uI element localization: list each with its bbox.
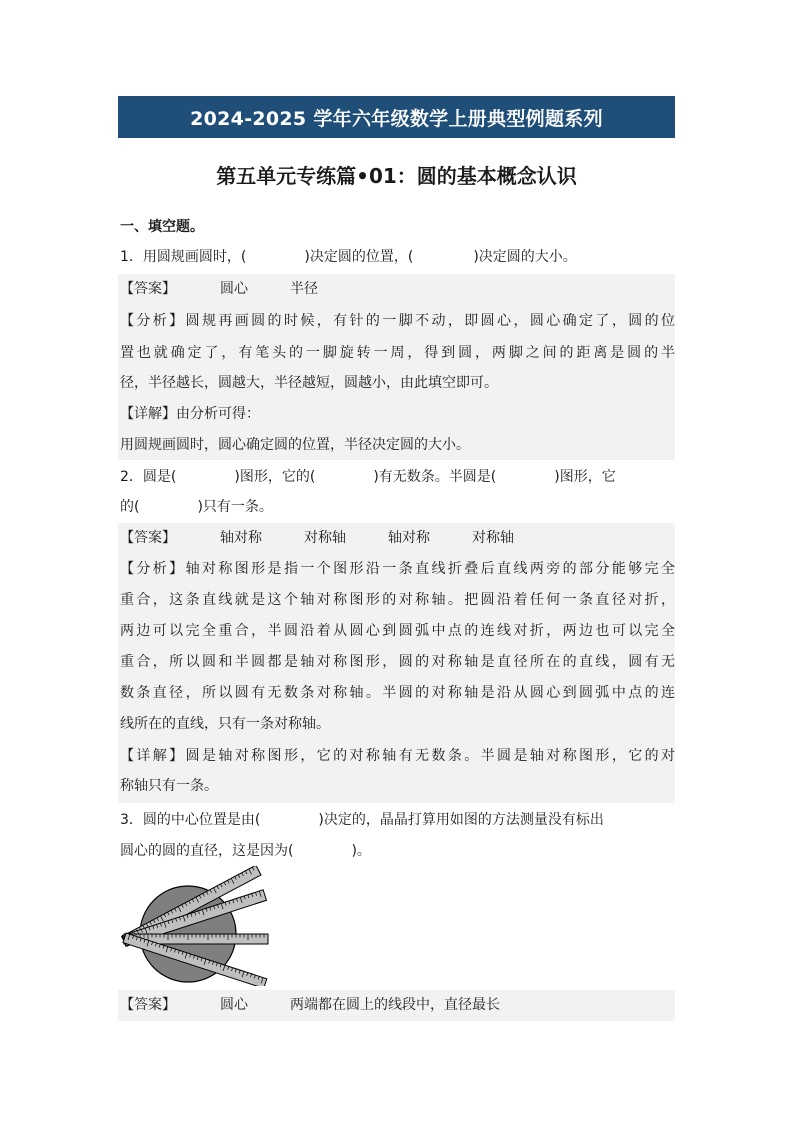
- question-3-cont: [120, 836, 675, 866]
- q3-text: 圆心的圆的直径，这是因为(: [120, 843, 294, 859]
- q1-analysis-line: 径，半径越长，圆越大，半径越短，圆越小，由此填空即可。: [120, 375, 498, 391]
- answer-value: 圆心: [220, 281, 248, 297]
- q2-detail-line: 称轴只有一条。: [120, 778, 218, 794]
- q1-text-c: )决定圆的大小。: [473, 249, 577, 265]
- q2-analysis-line: 【分析】轴对称图形是指一个图形沿一条直线折叠后直线两旁的部分能够完全: [120, 561, 675, 577]
- q3-text: )决定的，晶晶打算用如图的方法测量没有标出: [318, 812, 604, 828]
- answer-tag: 【答案】: [120, 997, 176, 1013]
- q2-answer: [120, 523, 675, 553]
- q2-text: )图形，它的(: [234, 469, 316, 485]
- question-1: [120, 242, 675, 272]
- q3-answer: [120, 990, 675, 1020]
- q1-text-a: 1．用圆规画圆时，(: [120, 249, 247, 265]
- q1-text-b: )决定圆的位置，(: [304, 249, 414, 265]
- q2-analysis-line: 重合，这条直线就是这个轴对称图形的对称轴。把圆沿着任何一条直径对折，: [120, 592, 675, 608]
- q2-analysis-line: 重合，所以圆和半圆都是轴对称图形，圆的对称轴是直径所在的直线，圆有无: [120, 654, 675, 670]
- answer-value: 半径: [290, 281, 318, 297]
- q2-analysis-line: 线所在的直线，只有一条对称轴。: [120, 716, 330, 732]
- question-3: [120, 805, 675, 835]
- series-banner: 2024-2025 学年六年级数学上册典型例题系列: [118, 96, 675, 138]
- page-title: 第五单元专练篇•01：圆的基本概念认识: [216, 164, 577, 188]
- section-title: 一、填空题。: [120, 219, 204, 235]
- answer-tag: 【答案】: [120, 530, 176, 546]
- q1-analysis-line: 【分析】圆规再画圆的时候，有针的一脚不动，即圆心，圆心确定了，圆的位: [120, 313, 675, 329]
- q2-analysis-line: 两边可以完全重合，半圆沿着从圆心到圆弧中点的连线对折，两边也可以完全: [120, 623, 675, 639]
- answer-tag: 【答案】: [120, 281, 176, 297]
- answer-value: 轴对称: [220, 530, 262, 546]
- q3-text: )。: [351, 843, 371, 859]
- q1-answer: [120, 274, 675, 304]
- q1-analysis-line: 置也就确定了，有笔头的一脚旋转一周，得到圆，两脚之间的距离是圆的半: [120, 345, 675, 361]
- q2-detail-line: 【详解】圆是轴对称图形，它的对称轴有无数条。半圆是轴对称图形，它的对: [120, 748, 675, 764]
- answer-value: 两端都在圆上的线段中，直径最长: [290, 997, 500, 1013]
- q2-text: )图形，它: [554, 469, 616, 485]
- q2-text: 2．圆是(: [120, 469, 177, 485]
- question-2-cont: [120, 492, 675, 522]
- question-2: [120, 462, 675, 492]
- answer-value: 对称轴: [304, 530, 346, 546]
- q2-text: )只有一条。: [197, 499, 273, 515]
- q1-detail-line: 【详解】由分析可得：: [120, 406, 260, 422]
- circle-ruler-figure: [116, 866, 286, 986]
- answer-value: 轴对称: [388, 530, 430, 546]
- q2-text: )有无数条。半圆是(: [373, 469, 497, 485]
- q2-analysis-line: 数条直径，所以圆有无数条对称轴。半圆的对称轴是沿从圆心到圆弧中点的连: [120, 685, 675, 701]
- answer-value: 圆心: [220, 997, 248, 1013]
- q2-text: 的(: [120, 499, 140, 515]
- q1-detail-line: 用圆规画圆时，圆心确定圆的位置，半径决定圆的大小。: [120, 437, 470, 453]
- q3-text: 3．圆的中心位置是由(: [120, 812, 261, 828]
- answer-value: 对称轴: [472, 530, 514, 546]
